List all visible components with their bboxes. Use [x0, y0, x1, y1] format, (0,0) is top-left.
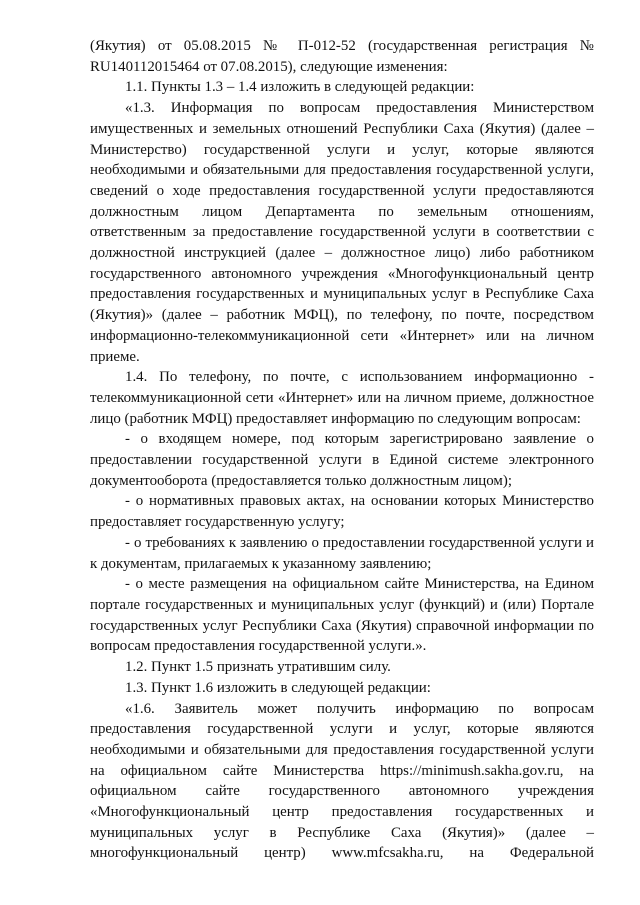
list-item-legal-acts: - о нормативных правовых актах, на основании которых Министерство предоставляет государственную услугу;: [90, 493, 594, 531]
paragraph-1-3: 1.3. Пункт 1.6 изложить в следующей редакции:: [125, 679, 431, 696]
list-item-incoming-number: - о входящем номере, под которым зарегистрировано заявление о предоставлении государственной услуги в Единой системе электронного документооборота (предоставляется только должностным лицом);: [90, 431, 594, 489]
paragraph-1-4-info: 1.4. По телефону, по почте, с использованием информационно - телекоммуникационной сети «Интернет» или на личном приеме, должностное лицо (работник МФЦ) предоставляет информацию по следующим вопросам:: [90, 369, 594, 427]
paragraph-1-6: «1.6. Заявитель может получить информацию по вопросам предоставления государственной услуги и услуг, которые являются необходимыми и обязательными для предоставления государственной услуги на официальном сайте Министерства https://minimush.sakha.gov.ru, на официальном сайте государственного автономного учреждения «Многофункциональный центр предоставления государственных и муниципальных услуг в Республике Саха (Якутия)» (далее – многофункциональный центр) www.mfcsakha.ru, на Федеральной: [90, 700, 594, 862]
document-page: [90, 36, 594, 864]
list-item-placement: - о месте размещения на официальном сайте Министерства, на Едином портале государственных и муниципальных услуг (функций) и (или) Портале государственных услуг Республики Саха (Якутия) справочной информации по вопросам предоставления государственной услуги.».: [90, 576, 594, 655]
list-item-requirements: - о требованиях к заявлению о предоставлении государственной услуги и к документам, прилагаемых к указанному заявлению;: [90, 534, 594, 572]
paragraph-1-3-info: «1.3. Информация по вопросам предоставления Министерством имущественных и земельных отношений Республики Саха (Якутия) (далее – Министерство) государственной услуги и услуг, которые являются необходимыми и обязательными для предоставления государственной услуги, сведений о ходе предоставления государственной услуги предоставляются должностным лицом Департамента по земельным отношениям, ответственным за предоставление государственной услуги в соответствии с должностной инструкцией (далее – должностное лицо) либо работником государственного автономного учреждения «Многофункциональный центр предоставления государственных и муниципальных услуг в Республике Саха (Якутия)» (далее – работник МФЦ), по телефону, по почте, посредством информационно-телекоммуникационной сети «Интернет» или на личном приеме.: [90, 100, 594, 365]
paragraph-amendment-intro: (Якутия) от 05.08.2015 № П-012-52 (государственная регистрация № RU140112015464 от 07.08.2015), следующие изменения:: [90, 38, 594, 75]
paragraph-1-1: 1.1. Пункты 1.3 – 1.4 изложить в следующей редакции:: [125, 79, 475, 96]
paragraph-1-2: 1.2. Пункт 1.5 признать утратившим силу.: [125, 659, 391, 676]
